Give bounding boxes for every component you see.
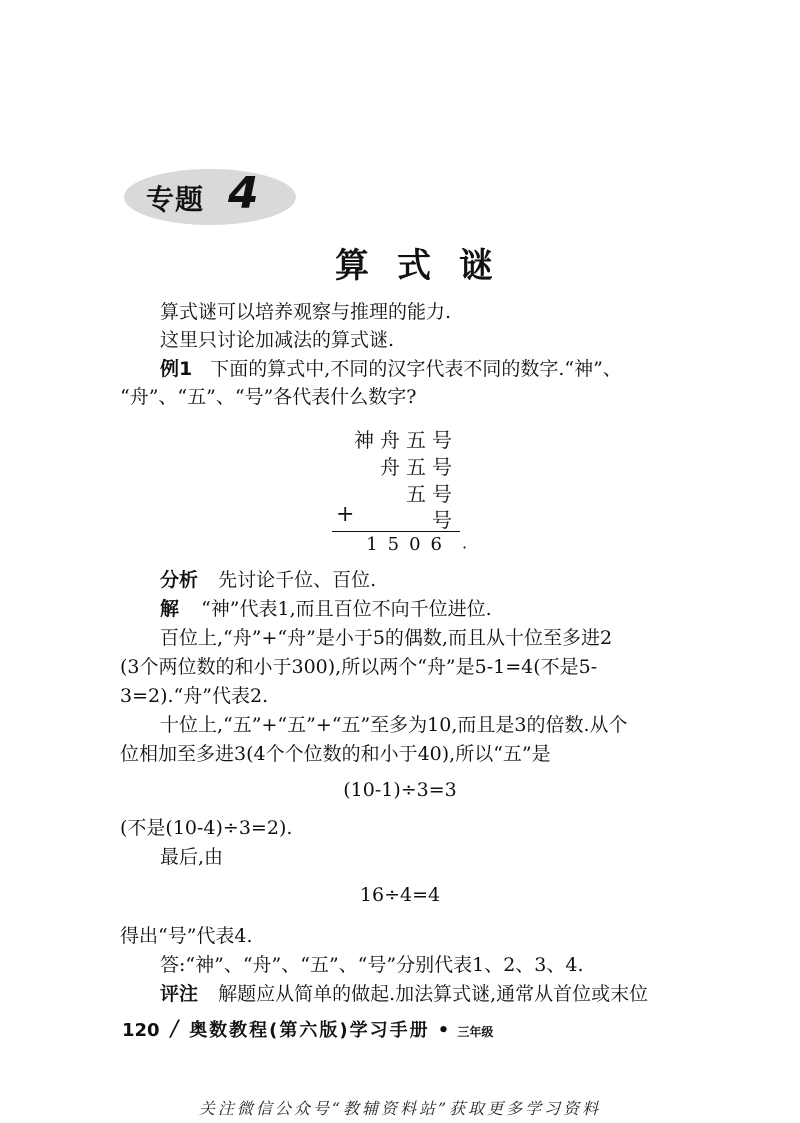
addition-puzzle: [330, 424, 470, 557]
hundreds-line-3: 3=2).“舟”代表2.: [120, 685, 269, 707]
finally-line: 最后,由: [160, 846, 224, 868]
answer-line: 答:“神”、“舟”、“五”、“号”分别代表1、2、3、4.: [160, 954, 584, 976]
hundreds-line-1: 百位上,“舟”+“舟”是小于5的偶数,而且从十位至多进2: [160, 627, 613, 649]
chapter-title: 算式谜: [335, 246, 521, 286]
puzzle-row-4: 号: [432, 508, 458, 532]
example-text: 下面的算式中,不同的汉字代表不同的数字.“神”、: [210, 358, 622, 380]
equation-2: 16÷4=4: [359, 884, 441, 906]
tens-line-2: 位相加至多进3(4个个位数的和小于40),所以“五”是: [120, 743, 551, 765]
topic-number: 4: [228, 168, 259, 219]
sum-period: ·: [462, 538, 468, 557]
puzzle-row-2: 舟五号: [380, 455, 458, 479]
solution-label: 解: [160, 598, 180, 620]
puzzle-row-3: 五号: [406, 482, 458, 506]
analysis-line: [160, 568, 376, 592]
example-1-line-2: “舟”、“五”、“号”各代表什么数字?: [120, 386, 417, 408]
page-footer: [122, 1016, 493, 1042]
not-line: (不是(10-4)÷3=2).: [120, 817, 293, 839]
topic-badge: [122, 166, 298, 228]
result-line: 得出“号”代表4.: [120, 925, 253, 947]
equation-1: (10-1)÷3=3: [343, 779, 457, 801]
analysis-text: 先讨论千位、百位.: [218, 569, 377, 591]
solution-text: “神”代表1,而且百位不向千位进位.: [201, 598, 492, 620]
plus-operator: +: [336, 502, 355, 527]
topic-label: 专题: [146, 183, 205, 216]
hundreds-line-2: (3个两位数的和小于300),所以两个“舟”是5-1=4(不是5-: [120, 656, 598, 678]
example-1-line-1: [160, 357, 622, 381]
example-label: 例1: [160, 358, 193, 380]
comment-text: 解题应从简单的做起.加法算式谜,通常从首位或末位: [218, 983, 649, 1005]
tens-line-1: 十位上,“五”+“五”+“五”至多为10,而且是3的倍数.从个: [160, 714, 628, 736]
intro-line-1: 算式谜可以培养观察与推理的能力.: [160, 301, 452, 323]
page-number: 120: [122, 1020, 160, 1041]
footer-slash: /: [170, 1017, 179, 1042]
grade-label: 三年级: [457, 1025, 494, 1039]
book-title: 奥数教程(第六版)学习手册: [189, 1020, 430, 1041]
bottom-notice: 关注微信公众号“教辅资料站”获取更多学习资料: [198, 1099, 602, 1118]
sum-divider-line: [332, 531, 460, 532]
solution-line: [160, 597, 492, 621]
comment-label: 评注: [160, 983, 199, 1005]
comment-line: [160, 982, 648, 1006]
intro-line-2: 这里只讨论加减法的算式谜.: [160, 329, 395, 351]
analysis-label: 分析: [160, 569, 199, 591]
footer-separator: •: [437, 1020, 450, 1041]
puzzle-sum: 1506: [366, 534, 452, 555]
puzzle-row-1: 神舟五号: [354, 428, 458, 452]
